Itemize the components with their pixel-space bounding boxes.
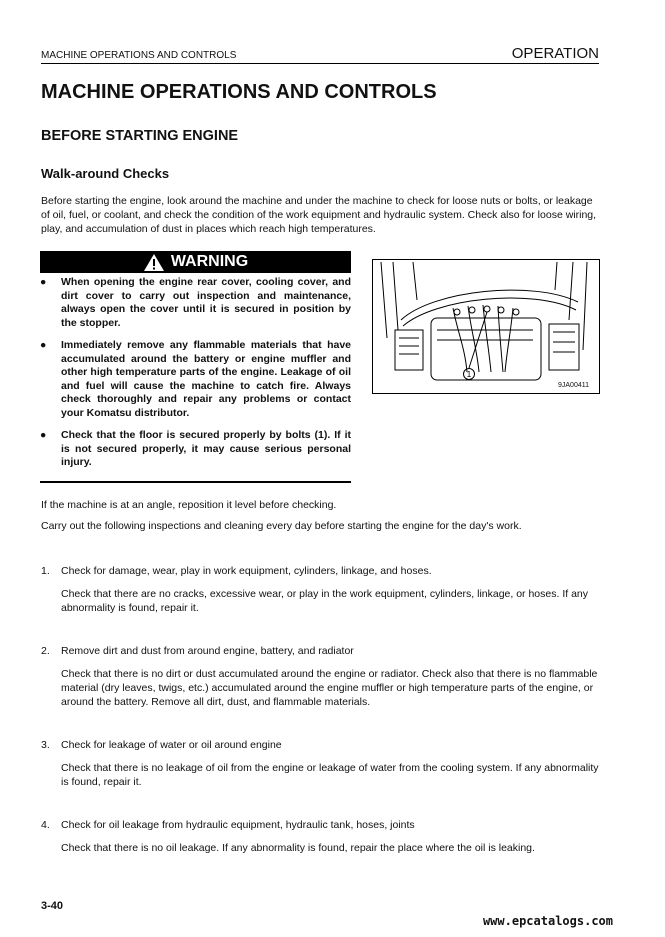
angle-paragraph: If the machine is at an angle, reposition it level before checking.: [41, 499, 337, 511]
page-number: 3-40: [41, 900, 64, 912]
engine-compartment-figure: [372, 259, 600, 394]
check-number: 4.: [41, 819, 50, 831]
warning-header: [40, 251, 351, 273]
bullet-icon: ●: [40, 276, 47, 288]
check-item: [41, 818, 603, 855]
check-item: [41, 564, 603, 615]
engine-illustration: [373, 260, 599, 393]
check-title: Check for oil leakage from hydraulic equipment, hydraulic tank, hoses, joints: [61, 819, 415, 831]
page-title: MACHINE OPERATIONS AND CONTROLS: [41, 81, 437, 103]
figure-code: 9JA00411: [557, 382, 589, 389]
warning-item: ● When opening the engine rear cover, cooling cover, and dirt cover to carry out inspection and maintenance, always open the cover until it is secured in position by the stopper.: [40, 276, 351, 329]
check-detail: Check that there are no cracks, excessive wear, or play in the work equipment, cylinders, linkage, or hoses. If any abnormality is found, repair it.: [61, 588, 589, 614]
check-detail: Check that there is no dirt or dust accumulated around the engine or radiator. Check also that there is no flammable material (dry leaves, twigs, etc.) accumulated around the engine muffler or high temperature parts of the engine, or around the battery. Remove all dirt, dust, and flammable materials.: [61, 668, 598, 708]
warning-item: ● Check that the floor is secured properly by bolts (1). If it is not secured properly, it may cause serious personal injury.: [40, 429, 351, 468]
warning-item: ● Immediately remove any flammable materials that have accumulated around the battery or engine muffler and other high temperature parts of the engine. Leakage of oil and fuel will cause the machine to catch fire. Always check thoroughly and repair any problems or contact your Komatsu distributor.: [40, 339, 351, 419]
check-detail: Check that there is no oil leakage. If any abnormality is found, repair the place where the oil is leaking.: [61, 842, 535, 854]
header-divider: [41, 63, 599, 64]
warning-label: WARNING: [170, 253, 249, 270]
daily-paragraph: Carry out the following inspections and cleaning every day before starting the engine for the day's work.: [41, 520, 522, 532]
check-number: 1.: [41, 565, 50, 577]
warning-triangle-icon: [143, 253, 165, 272]
intro-paragraph: Before starting the engine, look around the machine and under the machine to check for loose nuts or bolts, or leakage of oil, fuel, or coolant, and check the condition of the work equipment and hydraulic system. Check also for loose wiring, play, and accumulation of dust in places which reach high temperatures.: [41, 195, 597, 235]
bullet-icon: ●: [40, 339, 47, 351]
running-header-section: MACHINE OPERATIONS AND CONTROLS: [41, 50, 237, 61]
figure-callout-label: 1: [466, 370, 472, 379]
check-item: [41, 738, 603, 789]
running-header-chapter: OPERATION: [511, 45, 599, 62]
section-heading: Walk-around Checks: [41, 166, 170, 181]
check-detail: Check that there is no leakage of oil from the engine or leakage of water from the cooling system. If any abnormality is found, repair it.: [61, 762, 599, 788]
check-title: Check for damage, wear, play in work equipment, cylinders, linkage, and hoses.: [61, 565, 432, 577]
check-number: 2.: [41, 645, 50, 657]
warning-bottom-rule: [40, 481, 351, 483]
section-subtitle: BEFORE STARTING ENGINE: [41, 128, 239, 144]
bullet-icon: ●: [40, 429, 47, 441]
warning-list: [40, 273, 351, 481]
warning-box: [40, 251, 351, 483]
check-number: 3.: [41, 739, 50, 751]
check-title: Remove dirt and dust from around engine, battery, and radiator: [61, 645, 354, 657]
footer-watermark-url[interactable]: www.epcatalogs.com: [482, 914, 613, 928]
check-item: [41, 644, 603, 709]
check-title: Check for leakage of water or oil around engine: [61, 739, 282, 751]
